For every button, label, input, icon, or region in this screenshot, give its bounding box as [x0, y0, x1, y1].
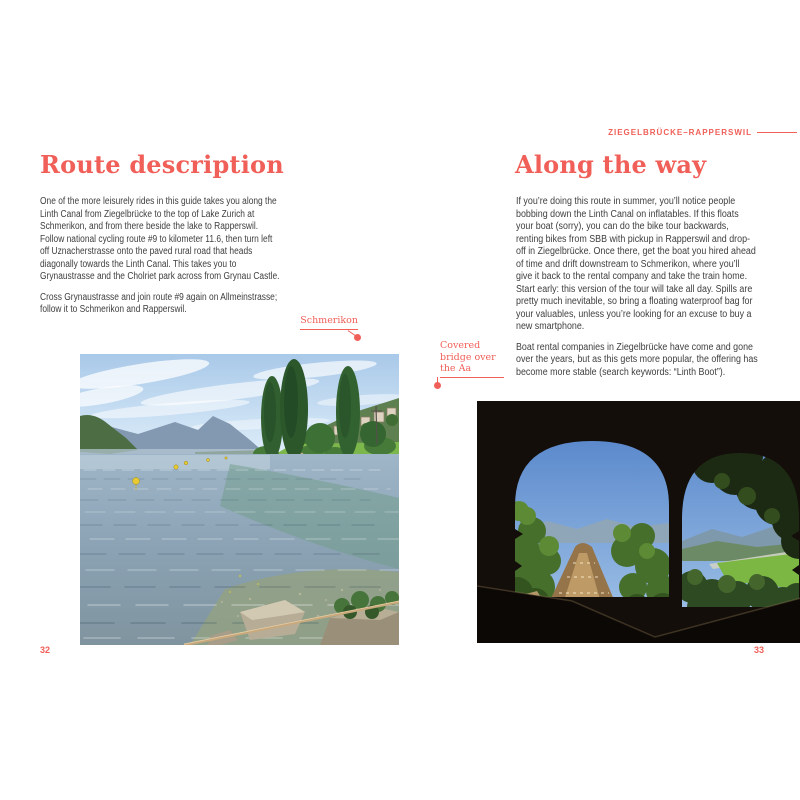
section-header — [608, 128, 797, 137]
covered-bridge-marker-dot — [434, 382, 441, 389]
covered-bridge-illustration — [477, 401, 800, 643]
photo-label-covered-bridge: Covered bridge over the Aa — [440, 340, 504, 378]
lake-photo — [80, 354, 399, 645]
left-paragraph-2: Cross Grynaustrasse and join route #9 again on Allmeinstrasse; follow it to Schmerikon and Rapperswil. — [40, 291, 278, 315]
photo-label-schmerikon: Schmerikon — [300, 315, 358, 330]
right-page-title: Along the way — [515, 150, 707, 179]
right-page-body — [516, 196, 758, 387]
right-paragraph-1: If you’re doing this route in summer, you’ll notice people bobbing down the Linth Canal on inflatables. If this floats your boat (sorry), you can do the bike tour backwards, renting bikes from SBB with pickup in Rapperswil and drop-off in Ziegelbrücke. Once there, get the boat you hired ahead of time and drift downstream to Schmerikon, where you’ll give it back to the rental company and take the train home. Start early: this version of the tour will take all day. Spills are pretty much inevitable, so bring a floating waterproof bag for your valuables, unless you’re looking for an excuse to buy a new smartphone. — [516, 196, 756, 332]
page-number-right: 33 — [753, 645, 764, 655]
right-paragraph-2: Boat rental companies in Ziegelbrücke have come and gone over the years, but as this gets more popular, the offering has become more stable (search keywords: “Linth Boot”). — [516, 341, 758, 378]
header-rule — [757, 132, 797, 134]
lake-photo-illustration — [80, 354, 399, 645]
left-paragraph-1: One of the more leisurely rides in this guide takes you along the Linth Canal from Ziegelbrücke to the top of Lake Zurich at Schmerikon, and from there beside the lake to Rapperswil. Follow national cycling route #9 to kilometer 11.6, then turn left off Uznacherstrasse onto the paved rural road that heads diagonally towards the Linth Canal. This takes you to Grynaustrasse and the Cholriet park across from Grynau Castle. — [40, 196, 280, 282]
left-page-body — [40, 196, 284, 325]
left-page-title: Route description — [40, 150, 284, 179]
covered-bridge-photo — [477, 401, 800, 643]
page-number-left: 32 — [40, 645, 51, 655]
section-label: ZIEGELBRÜCKE–RAPPERSWIL — [608, 128, 752, 137]
schmerikon-marker-dot — [354, 334, 361, 341]
